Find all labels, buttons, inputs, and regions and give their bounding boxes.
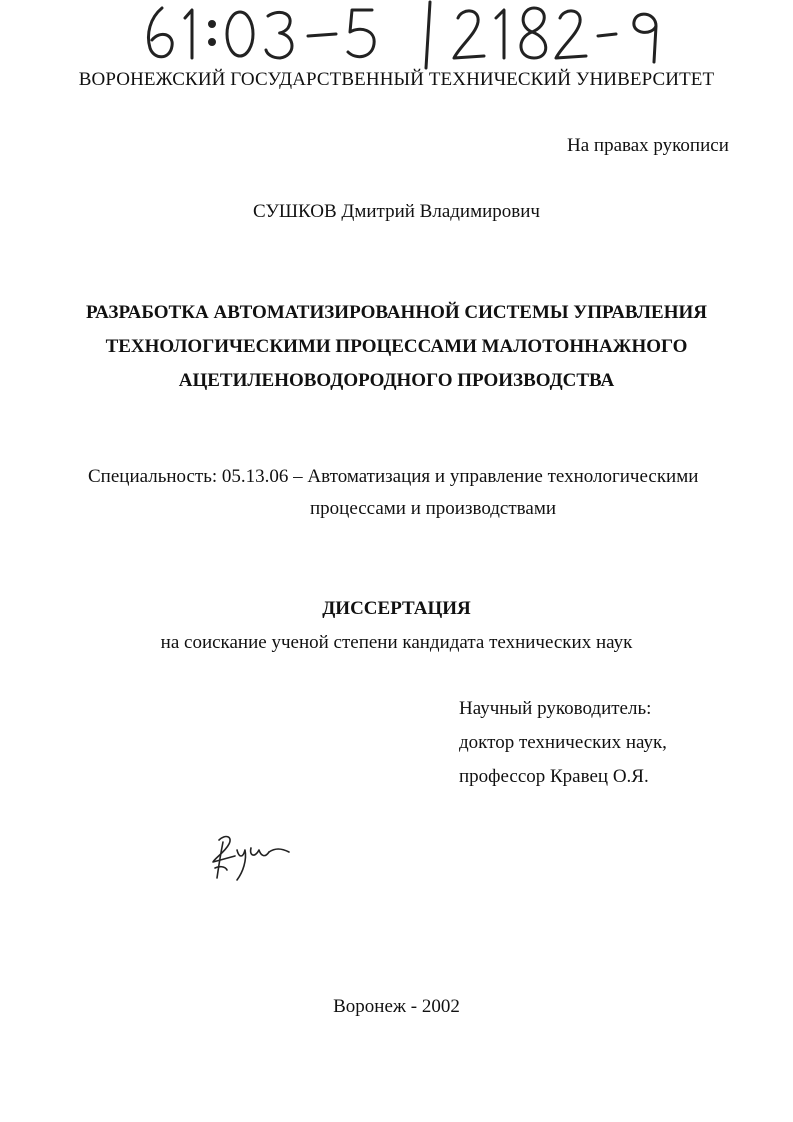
advisor-label: Научный руководитель:	[459, 698, 652, 719]
degree-statement: на соискание ученой степени кандидата технических наук	[160, 632, 633, 653]
advisor-title: доктор технических наук,	[459, 732, 667, 753]
specialty-line-1: Специальность: 05.13.06 – Автоматизация и управление технологическими	[88, 466, 699, 487]
city-year: Воронеж - 2002	[333, 996, 460, 1017]
university-name: ВОРОНЕЖСКИЙ ГОСУДАРСТВЕННЫЙ ТЕХНИЧЕСКИЙ УНИВЕРСИТЕТ	[78, 69, 715, 90]
title-line: АЦЕТИЛЕНОВОДОРОДНОГО ПРОИЗВОДСТВА	[178, 370, 615, 391]
dissertation-title	[0, 296, 793, 398]
specialty-line-2: процессами и производствами	[310, 498, 557, 519]
document-type: ДИССЕРТАЦИЯ	[322, 598, 471, 619]
advisor-name: профессор Кравец О.Я.	[459, 766, 649, 787]
handwritten-archive-code	[140, 0, 670, 70]
title-line: РАЗРАБОТКА АВТОМАТИЗИРОВАННОЙ СИСТЕМЫ УПРАВЛЕНИЯ	[86, 302, 707, 323]
manuscript-rights-note: На правах рукописи	[567, 135, 729, 156]
author-name: СУШКОВ Дмитрий Владимирович	[253, 201, 540, 222]
title-line: ТЕХНОЛОГИЧЕСКИМИ ПРОЦЕССАМИ МАЛОТОННАЖНОГО	[105, 336, 688, 357]
handwritten-signature	[205, 828, 295, 888]
